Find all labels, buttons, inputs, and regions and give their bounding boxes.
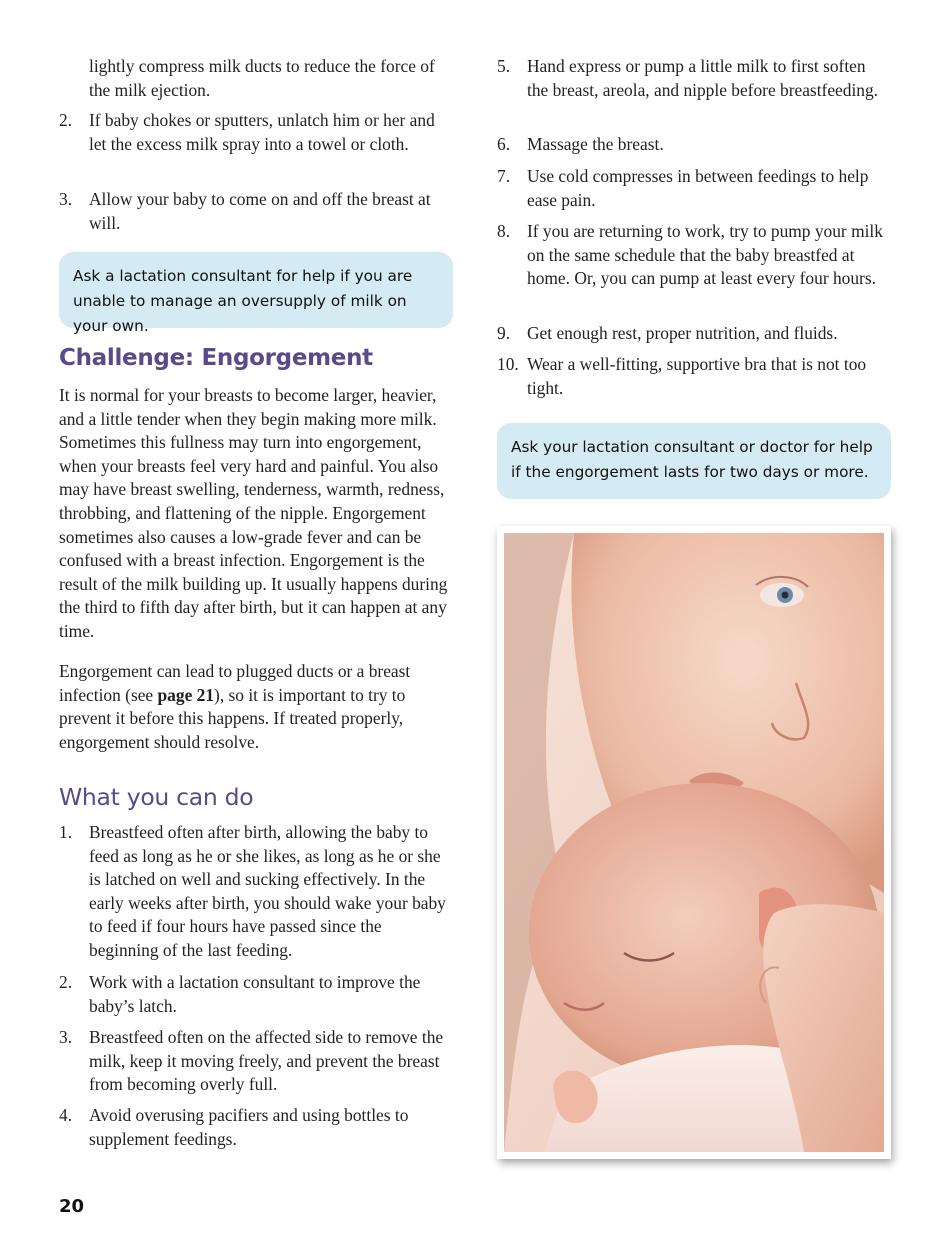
list-item-text: Breastfeed often on the affected side to remove the milk, keep it moving freely, and prevent the breast from becoming overly full. xyxy=(89,1027,444,1095)
list-item-number: 4. xyxy=(59,1105,73,1125)
list-item-number: 1. xyxy=(59,822,73,842)
list-item-text: Work with a lactation consultant to improve the baby’s latch. xyxy=(89,972,421,1016)
prevention-paragraph xyxy=(59,660,453,754)
list-item-text: Hand express or pump a little milk to first soften the breast, areola, and nipple before breastfeeding. xyxy=(527,56,879,100)
list-item-text: Avoid overusing pacifiers and using bottles to supplement feedings. xyxy=(89,1105,409,1149)
mother-pupil xyxy=(782,592,789,599)
list-item-text: Get enough rest, proper nutrition, and fluids. xyxy=(527,323,838,343)
list-item-text: If baby chokes or sputters, unlatch him or her and let the excess milk spray into a towel or cloth. xyxy=(89,110,435,154)
list-item xyxy=(497,322,891,346)
list-item-number: 6. xyxy=(497,134,511,154)
photo-illustration xyxy=(504,533,884,1152)
list-item-number: 2. xyxy=(59,972,73,992)
engorgement-callout xyxy=(497,423,891,499)
engorgement-paragraph xyxy=(59,384,453,644)
list-item xyxy=(59,109,453,156)
list-item-number: 9. xyxy=(497,323,511,343)
oversupply-callout xyxy=(59,252,453,335)
list-item xyxy=(497,55,891,102)
list-item-number: 10. xyxy=(497,354,519,374)
list-item xyxy=(497,165,891,212)
subsection-heading: What you can do xyxy=(59,783,254,811)
list-item xyxy=(497,133,891,157)
callout-text: Ask a lactation consultant for help if you are unable to manage an oversupply of milk on your own. xyxy=(73,267,413,335)
page-reference-link[interactable]: page 21 xyxy=(157,684,215,705)
list-item-number: 3. xyxy=(59,1027,73,1047)
paragraph-text: It is normal for your breasts to become larger, heavier, and a little tender when they begin making more milk. Sometimes this fullness may turn into engorgement, when your breasts feel very hard and painful. You also may have breast swelling, tenderness, warmth, redness, throbbing, and flattening of the nipple. Engorgement sometimes also causes a low-grade fever and can be confused with a breast infection. Engorgement is the result of the milk building up. It usually happens during the third to fifth day after birth, but it can happen at any time. xyxy=(59,385,448,641)
paragraph-text: Engorgement can lead to plugged ducts or a breast infection (see xyxy=(59,661,411,705)
list-item-text: Wear a well-fitting, supportive bra that is not too tight. xyxy=(527,354,867,398)
mother-baby-photo xyxy=(497,526,891,1159)
list-item-text: Use cold compresses in between feedings to help ease pain. xyxy=(527,166,869,210)
page-number: 20 xyxy=(59,1196,85,1217)
list-item xyxy=(497,220,891,291)
list-item-text: Massage the breast. xyxy=(527,134,664,154)
list-item-number: 3. xyxy=(59,189,73,209)
list-item xyxy=(59,1026,453,1097)
list-item-text: Allow your baby to come on and off the breast at will. xyxy=(89,189,431,233)
list-item-text: Breastfeed often after birth, allowing the baby to feed as long as he or she likes, as long as he or she is latched on well and sucking effectively. In the early weeks after birth, you should wake your baby to feed if four hours have passed since the beginning of the last feeding. xyxy=(89,822,446,960)
list-item-number: 5. xyxy=(497,56,511,76)
list-item xyxy=(59,971,453,1018)
section-heading: Challenge: Engorgement xyxy=(59,345,373,371)
list-item-text: If you are returning to work, try to pump your milk on the same schedule that the baby breastfed at home. Or, you can pump at least every four hours. xyxy=(527,221,883,289)
list-item xyxy=(59,188,453,235)
list-item-continued xyxy=(59,55,453,102)
list-item-text: lightly compress milk ducts to reduce the force of the milk ejection. xyxy=(89,56,435,100)
list-item xyxy=(59,821,453,963)
list-item-number: 8. xyxy=(497,221,511,241)
list-item xyxy=(497,353,891,400)
list-item xyxy=(59,1104,453,1151)
paragraph-text: ), so it is important to try to prevent it before this happens. If treated properly, engorgement should resolve. xyxy=(59,684,406,752)
callout-text: Ask your lactation consultant or doctor for help if the engorgement lasts for two days or more. xyxy=(511,438,873,481)
list-item-number: 2. xyxy=(59,110,73,130)
list-item-number: 7. xyxy=(497,166,511,186)
